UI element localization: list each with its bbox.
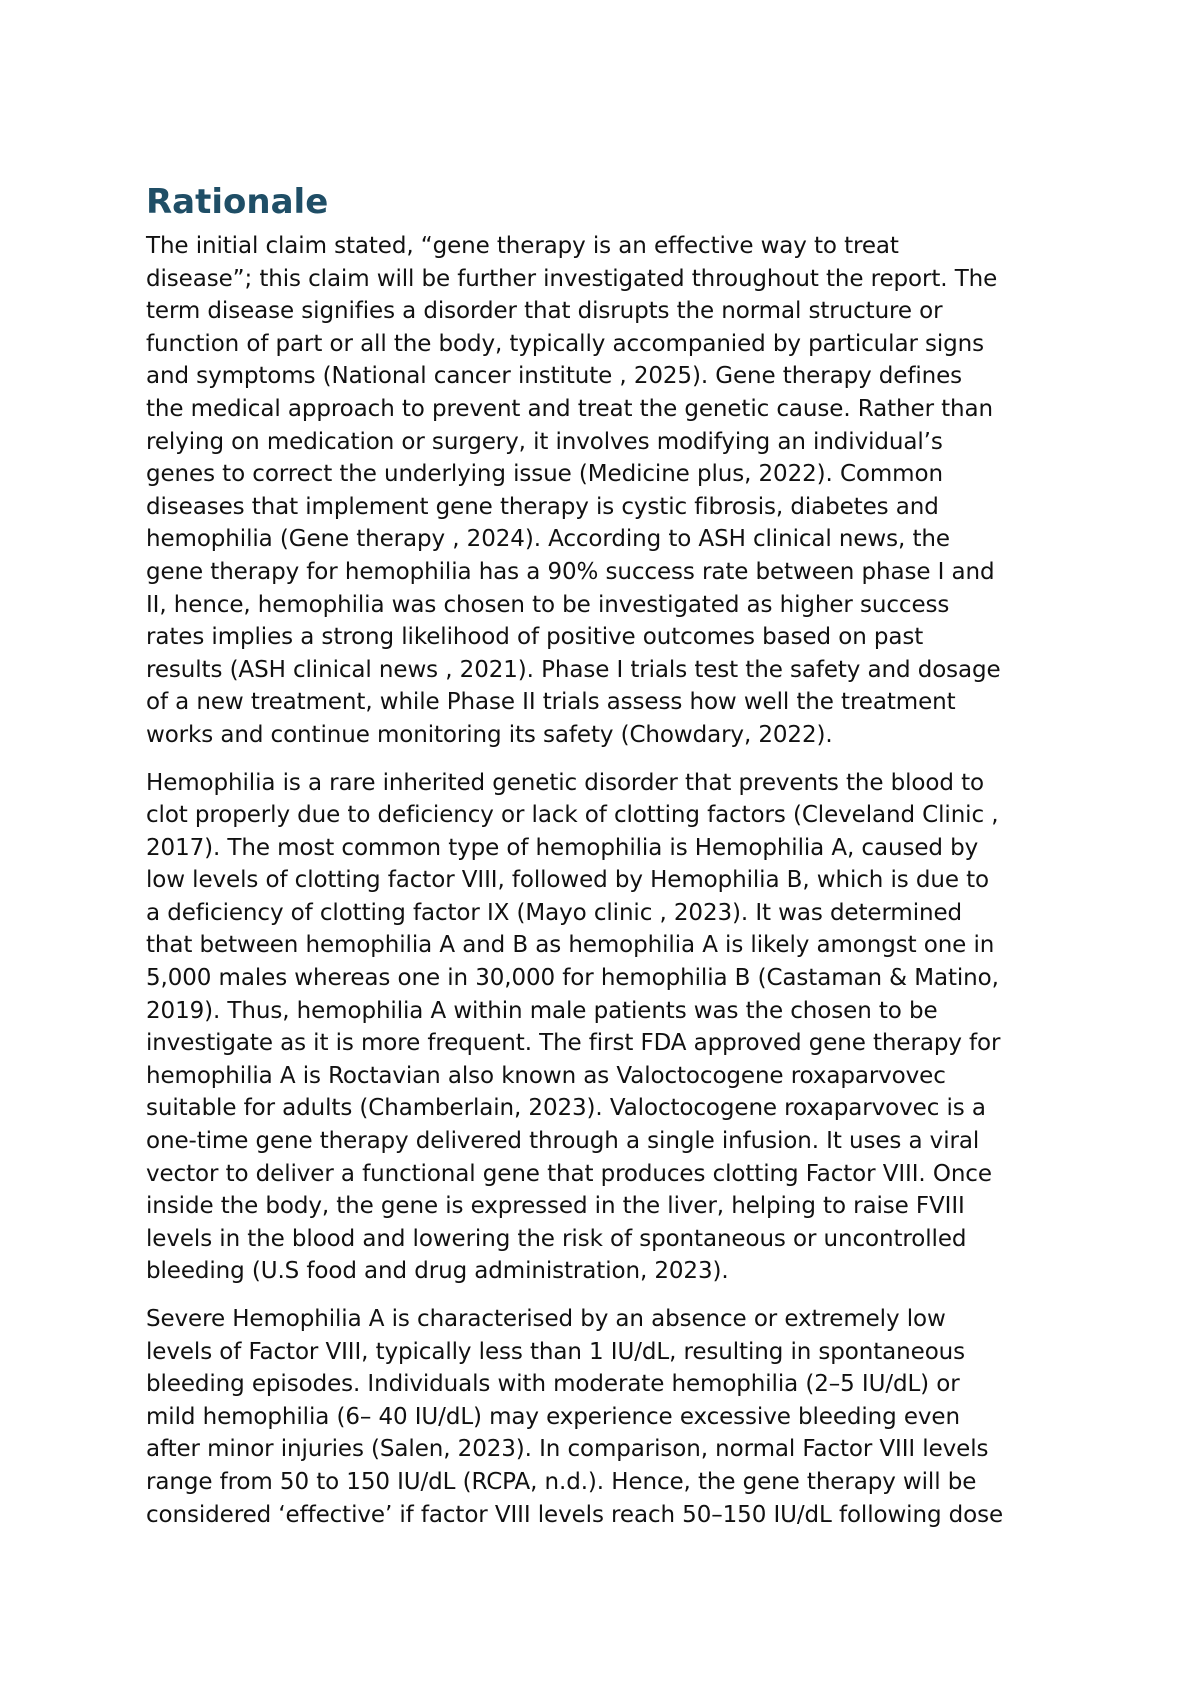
text-line: bleeding (U.S food and drug administration, 2023).: [146, 1258, 729, 1285]
text-line: levels in the blood and lowering the risk of spontaneous or uncontrolled: [146, 1225, 967, 1252]
text-line: 2019). Thus, hemophilia A within male patients was the chosen to be: [146, 997, 938, 1024]
document-body: [146, 178, 1076, 1546]
text-line: levels of Factor VIII, typically less than 1 IU/dL, resulting in spontaneous: [146, 1338, 966, 1365]
text-line: considered ‘effective’ if factor VIII levels reach 50–150 IU/dL following dose: [146, 1501, 1004, 1528]
text-line: term disease signifies a disorder that disrupts the normal structure or: [146, 298, 943, 325]
text-line: 2017). The most common type of hemophilia is Hemophilia A, caused by: [146, 834, 979, 861]
text-line: Hemophilia is a rare inherited genetic disorder that prevents the blood to: [146, 769, 984, 796]
text-line: after minor injuries (Salen, 2023). In comparison, normal Factor VIII levels: [146, 1436, 989, 1463]
text-line: rates implies a strong likelihood of positive outcomes based on past: [146, 624, 924, 651]
text-line: disease”; this claim will be further investigated throughout the report. The: [146, 265, 998, 292]
text-line: hemophilia (Gene therapy , 2024). According to ASH clinical news, the: [146, 526, 950, 553]
text-line: results (ASH clinical news , 2021). Phase I trials test the safety and dosage: [146, 656, 1001, 683]
text-line: clot properly due to deficiency or lack of clotting factors (Cleveland Clinic ,: [146, 802, 999, 829]
paragraph-2: [146, 767, 1076, 1289]
text-line: relying on medication or surgery, it involves modifying an individual’s: [146, 428, 943, 455]
text-line: and symptoms (National cancer institute , 2025). Gene therapy defines: [146, 363, 963, 390]
text-line: that between hemophilia A and B as hemophilia A is likely amongst one in: [146, 932, 995, 959]
text-line: Severe Hemophilia A is characterised by an absence or extremely low: [146, 1306, 946, 1332]
text-line: low levels of clotting factor VIII, followed by Hemophilia B, which is due to: [146, 867, 989, 894]
section-heading: Rationale: [146, 182, 329, 222]
text-line: inside the body, the gene is expressed in the liver, helping to raise FVIII: [146, 1193, 965, 1220]
text-line: bleeding episodes. Individuals with moderate hemophilia (2–5 IU/dL) or: [146, 1371, 960, 1398]
text-line: suitable for adults (Chamberlain, 2023). Valoctocogene roxaparvovec is a: [146, 1095, 986, 1122]
text-line: vector to deliver a functional gene that produces clotting Factor VIII. Once: [146, 1160, 992, 1187]
text-line: range from 50 to 150 IU/dL (RCPA, n.d.). Hence, the gene therapy will be: [146, 1468, 977, 1495]
text-line: diseases that implement gene therapy is cystic fibrosis, diabetes and: [146, 493, 939, 520]
text-line: one-time gene therapy delivered through a single infusion. It uses a viral: [146, 1128, 980, 1155]
text-line: a deficiency of clotting factor IX (Mayo clinic , 2023). It was determined: [146, 899, 963, 926]
text-line: mild hemophilia (6– 40 IU/dL) may experience excessive bleeding even: [146, 1403, 960, 1430]
text-line: investigate as it is more frequent. The first FDA approved gene therapy for: [146, 1030, 1001, 1057]
text-line: of a new treatment, while Phase II trials assess how well the treatment: [146, 689, 956, 716]
text-line: 5,000 males whereas one in 30,000 for hemophilia B (Castaman & Matino,: [146, 965, 999, 992]
text-line: II, hence, hemophilia was chosen to be investigated as higher success: [146, 591, 950, 618]
text-line: the medical approach to prevent and treat the genetic cause. Rather than: [146, 395, 994, 422]
text-line: works and continue monitoring its safety (Chowdary, 2022).: [146, 721, 833, 748]
text-line: genes to correct the underlying issue (Medicine plus, 2022). Common: [146, 461, 943, 488]
paragraph-3: [146, 1303, 1076, 1531]
text-line: gene therapy for hemophilia has a 90% success rate between phase I and: [146, 558, 995, 585]
text-line: hemophilia A is Roctavian also known as Valoctocogene roxaparvovec: [146, 1062, 946, 1089]
text-line: function of part or all the body, typically accompanied by particular signs: [146, 330, 985, 357]
paragraph-1: [146, 230, 1076, 752]
text-line: The initial claim stated, “gene therapy is an effective way to treat: [146, 233, 899, 259]
